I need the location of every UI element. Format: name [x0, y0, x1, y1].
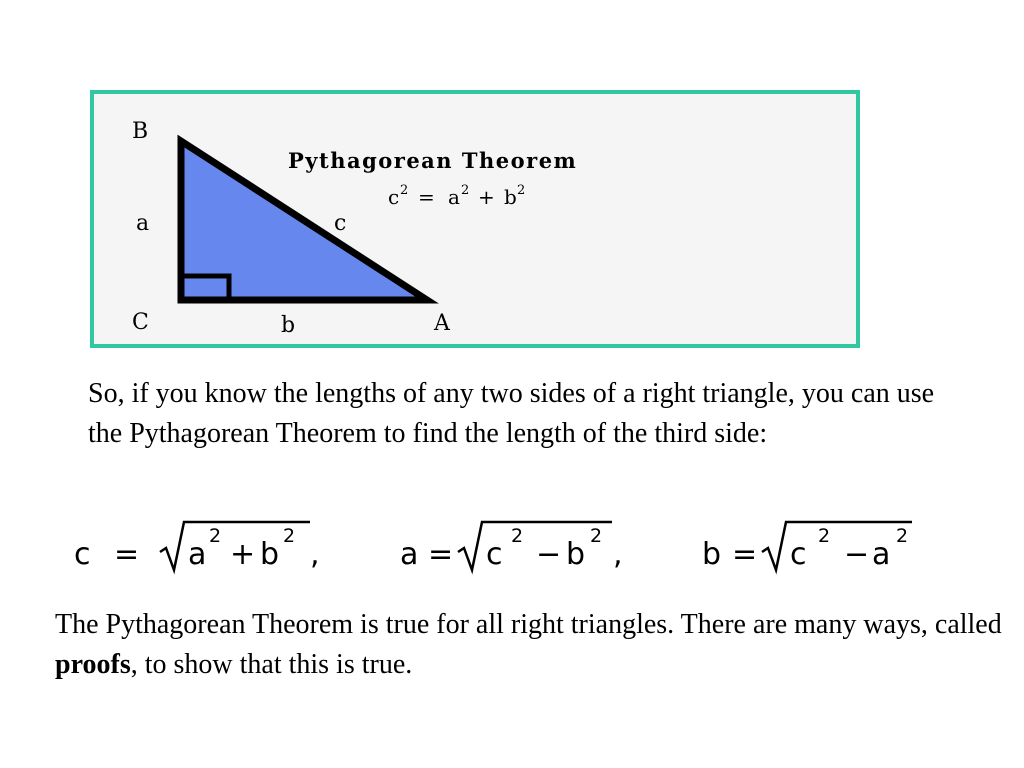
- f1-eq: =: [114, 537, 140, 572]
- f2-comma: ,: [613, 537, 623, 572]
- f1-lhs: c: [74, 537, 91, 572]
- side-b-label: b: [281, 313, 296, 338]
- proofs-text-after: , to show that this is true.: [130, 649, 413, 680]
- f1-term2: b: [260, 537, 280, 572]
- f2-term1: c: [486, 537, 503, 572]
- formula-plus: +: [478, 185, 495, 209]
- formula-a: a: [448, 185, 460, 209]
- side-length-formulas: [60, 512, 960, 582]
- pythagorean-formula: [388, 183, 525, 209]
- vertex-a-label: A: [434, 311, 450, 336]
- f3-term2: a: [872, 537, 891, 572]
- f2-sqrt-sign: [458, 522, 612, 570]
- f3-eq: =: [732, 537, 758, 572]
- f1-exp1: 2: [209, 525, 222, 547]
- formula-b: b: [504, 185, 517, 209]
- formula-eq: =: [418, 185, 435, 209]
- intro-paragraph: So, if you know the lengths of any two sides of a right triangle, you can use the Pythagorean Theorem to find the length of the third side:: [88, 378, 935, 449]
- f2-exp2: 2: [590, 525, 603, 547]
- diagram-title: Pythagorean Theorem: [288, 148, 578, 173]
- f3-lhs: b: [702, 537, 722, 572]
- side-a-label: a: [136, 211, 150, 236]
- formula-c-exp: 2: [400, 183, 409, 198]
- formula-leg-b: [702, 522, 912, 572]
- f2-eq: =: [428, 537, 454, 572]
- f1-exp2: 2: [283, 525, 296, 547]
- triangle-diagram: [94, 94, 856, 344]
- diagram-frame: [90, 90, 860, 348]
- proofs-paragraph: [55, 605, 1015, 685]
- proofs-text-before: The Pythagorean Theorem is true for all right triangles. There are many ways, called: [55, 609, 1002, 640]
- f2-exp1: 2: [511, 525, 524, 547]
- f1-term1: a: [188, 537, 207, 572]
- f2-term2: b: [566, 537, 586, 572]
- formula-leg-a: [400, 522, 623, 572]
- formula-c: c: [388, 185, 400, 209]
- formula-b-exp: 2: [517, 183, 526, 198]
- formula-hypotenuse: [74, 522, 320, 572]
- f3-exp2: 2: [896, 525, 909, 547]
- f3-term1: c: [790, 537, 807, 572]
- f2-op: −: [536, 537, 562, 572]
- vertex-c-label: C: [132, 310, 149, 335]
- proofs-bold-term: proofs: [55, 649, 131, 680]
- formula-a-exp: 2: [461, 183, 470, 198]
- f3-op: −: [844, 537, 870, 572]
- vertex-b-label: B: [132, 119, 149, 144]
- f3-exp1: 2: [818, 525, 831, 547]
- side-c-label: c: [334, 211, 347, 236]
- f1-comma: ,: [310, 537, 320, 572]
- f2-lhs: a: [400, 537, 419, 572]
- f1-op: +: [230, 537, 256, 572]
